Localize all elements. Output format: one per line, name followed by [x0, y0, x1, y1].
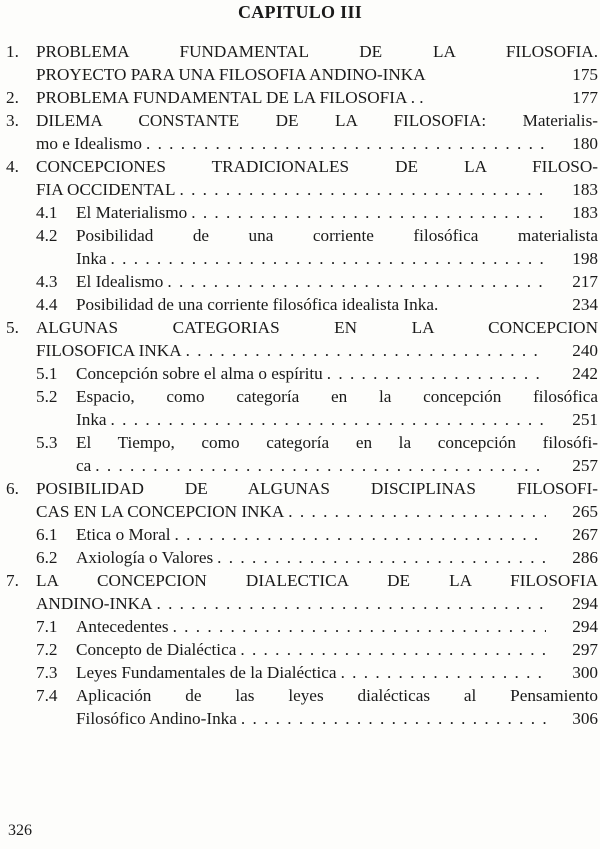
toc-subentry — [6, 684, 598, 707]
toc-entry — [6, 477, 598, 500]
leader-dots — [240, 638, 546, 661]
leader-dots — [167, 270, 546, 293]
toc-entry-continuation — [6, 500, 598, 523]
entry-number: 5.2 — [36, 387, 58, 406]
entry-title: El Idealismo — [76, 272, 164, 291]
toc-subentry — [6, 293, 598, 316]
entry-number: 7.4 — [36, 686, 58, 705]
entry-title: POSIBILIDAD DE ALGUNAS DISCIPLINAS FILOSOFI- — [36, 479, 598, 498]
toc-entry — [6, 155, 598, 178]
leader-dots — [95, 454, 546, 477]
entry-number: 5.3 — [36, 433, 58, 452]
entry-title: Etica o Moral — [76, 525, 171, 544]
entry-title: El Materialismo — [76, 203, 188, 222]
entry-page: 306 — [572, 709, 598, 728]
toc-entry — [6, 569, 598, 592]
leader-dots — [156, 592, 546, 615]
entry-number: 6. — [6, 479, 19, 498]
entry-title: CONCEPCIONES TRADICIONALES DE LA FILOSO- — [36, 157, 598, 176]
entry-title: Concepto de Dialéctica — [76, 640, 237, 659]
toc-subentry — [6, 431, 598, 454]
toc-subentry — [6, 661, 598, 684]
entry-number: 7. — [6, 571, 19, 590]
chapter-title: CAPITULO III — [237, 2, 363, 22]
entry-number: 6.1 — [36, 525, 58, 544]
leader-dots — [327, 362, 546, 385]
leader-dots — [111, 247, 546, 270]
toc-subentry-continuation — [6, 454, 598, 477]
entry-number: 4.1 — [36, 203, 58, 222]
entry-number: 4. — [6, 157, 19, 176]
entry-number: 1. — [6, 42, 19, 61]
entry-page: 294 — [572, 617, 598, 636]
toc-entry — [6, 316, 598, 339]
leader-dots — [288, 500, 546, 523]
page-number: 326 — [8, 822, 32, 839]
entry-number: 7.2 — [36, 640, 58, 659]
entry-title-continued: FILOSOFICA INKA — [36, 341, 182, 360]
entry-page: 297 — [572, 640, 598, 659]
leader-dots — [175, 523, 547, 546]
entry-title: LA CONCEPCION DIALECTICA DE LA FILOSOFIA — [36, 571, 598, 590]
toc-subentry — [6, 270, 598, 293]
entry-number: 2. — [6, 88, 19, 107]
entry-title: ALGUNAS CATEGORIAS EN LA CONCEPCION — [36, 318, 598, 337]
entry-page: 180 — [572, 134, 598, 153]
entry-number: 3. — [6, 111, 19, 130]
entry-page: 267 — [572, 525, 598, 544]
toc-entry-continuation — [6, 178, 598, 201]
entry-number: 4.3 — [36, 272, 58, 291]
entry-title: Axiología o Valores — [76, 548, 214, 567]
toc-subentry — [6, 546, 598, 569]
entry-title: El Tiempo, como categoría en la concepción filosófi- — [76, 433, 598, 452]
leader-dots — [186, 339, 546, 362]
leader-dots — [179, 178, 546, 201]
entry-title: Antecedentes — [76, 617, 169, 636]
entry-page: 183 — [572, 180, 598, 199]
entry-title: Concepción sobre el alma o espíritu — [76, 364, 323, 383]
entry-page: 257 — [572, 456, 598, 475]
entry-title-continued: mo e Idealismo — [36, 134, 142, 153]
entry-title: Posibilidad de una corriente filosófica materialista — [76, 226, 598, 245]
toc-entry — [6, 86, 598, 109]
toc-subentry — [6, 615, 598, 638]
entry-page: 198 — [572, 249, 598, 268]
toc-entry-continuation — [6, 132, 598, 155]
entry-page: 251 — [572, 410, 598, 429]
toc-subentry — [6, 362, 598, 385]
entry-title: Espacio, como categoría en la concepción filosófica — [76, 387, 598, 406]
entry-title: Aplicación de las leyes dialécticas al Pensamiento — [76, 686, 598, 705]
toc-entry-continuation — [6, 339, 598, 362]
toc-subentry — [6, 201, 598, 224]
toc-entry — [6, 109, 598, 132]
entry-page: 175 — [572, 65, 598, 84]
leader-dots — [111, 408, 546, 431]
entry-title-continued: Inka — [76, 249, 107, 268]
entry-number: 5. — [6, 318, 19, 337]
toc-subentry-continuation — [6, 408, 598, 431]
entry-page: 177 — [572, 88, 598, 107]
entry-title-continued: ca — [76, 456, 92, 475]
toc-subentry — [6, 523, 598, 546]
entry-number: 4.4 — [36, 295, 58, 314]
leader-dots — [217, 546, 546, 569]
toc-entry-continuation — [6, 63, 598, 86]
entry-title-continued: Filosófico Andino-Inka — [76, 709, 237, 728]
entry-title-continued: FIA OCCIDENTAL — [36, 180, 176, 199]
toc-subentry — [6, 638, 598, 661]
entry-number: 4.2 — [36, 226, 58, 245]
entry-title: Posibilidad de una corriente filosófica idealista Inka. — [76, 295, 439, 314]
toc-subentry — [6, 224, 598, 247]
entry-page: 265 — [572, 502, 598, 521]
entry-number: 7.3 — [36, 663, 58, 682]
toc-entry — [6, 40, 598, 63]
entry-page: 294 — [572, 594, 598, 613]
entry-page: 183 — [572, 203, 598, 222]
table-of-contents — [6, 40, 598, 730]
entry-title-continued: CAS EN LA CONCEPCION INKA — [36, 502, 285, 521]
entry-title-continued: PROYECTO PARA UNA FILOSOFIA ANDINO-INKA — [36, 65, 426, 84]
toc-subentry — [6, 385, 598, 408]
entry-number: 7.1 — [36, 617, 58, 636]
entry-page: 234 — [572, 295, 598, 314]
entry-number: 6.2 — [36, 548, 58, 567]
entry-page: 217 — [572, 272, 598, 291]
toc-subentry-continuation — [6, 247, 598, 270]
leader-dots — [146, 132, 546, 155]
entry-page: 242 — [572, 364, 598, 383]
entry-page: 240 — [572, 341, 598, 360]
entry-page: 286 — [572, 548, 598, 567]
entry-number: 5.1 — [36, 364, 58, 383]
entry-title-continued: Inka — [76, 410, 107, 429]
entry-title-continued: ANDINO-INKA — [36, 594, 153, 613]
entry-title: DILEMA CONSTANTE DE LA FILOSOFIA: Materialis- — [36, 111, 598, 130]
entry-title: PROBLEMA FUNDAMENTAL DE LA FILOSOFIA. — [36, 42, 598, 61]
leader-dots — [341, 661, 546, 684]
toc-entry-continuation — [6, 592, 598, 615]
leader-dots — [173, 615, 546, 638]
entry-page: 300 — [572, 663, 598, 682]
toc-subentry-continuation — [6, 707, 598, 730]
leader-dots — [241, 707, 546, 730]
leader-dots — [191, 201, 546, 224]
entry-title: PROBLEMA FUNDAMENTAL DE LA FILOSOFIA . . — [36, 88, 424, 107]
entry-title: Leyes Fundamentales de la Dialéctica — [76, 663, 337, 682]
